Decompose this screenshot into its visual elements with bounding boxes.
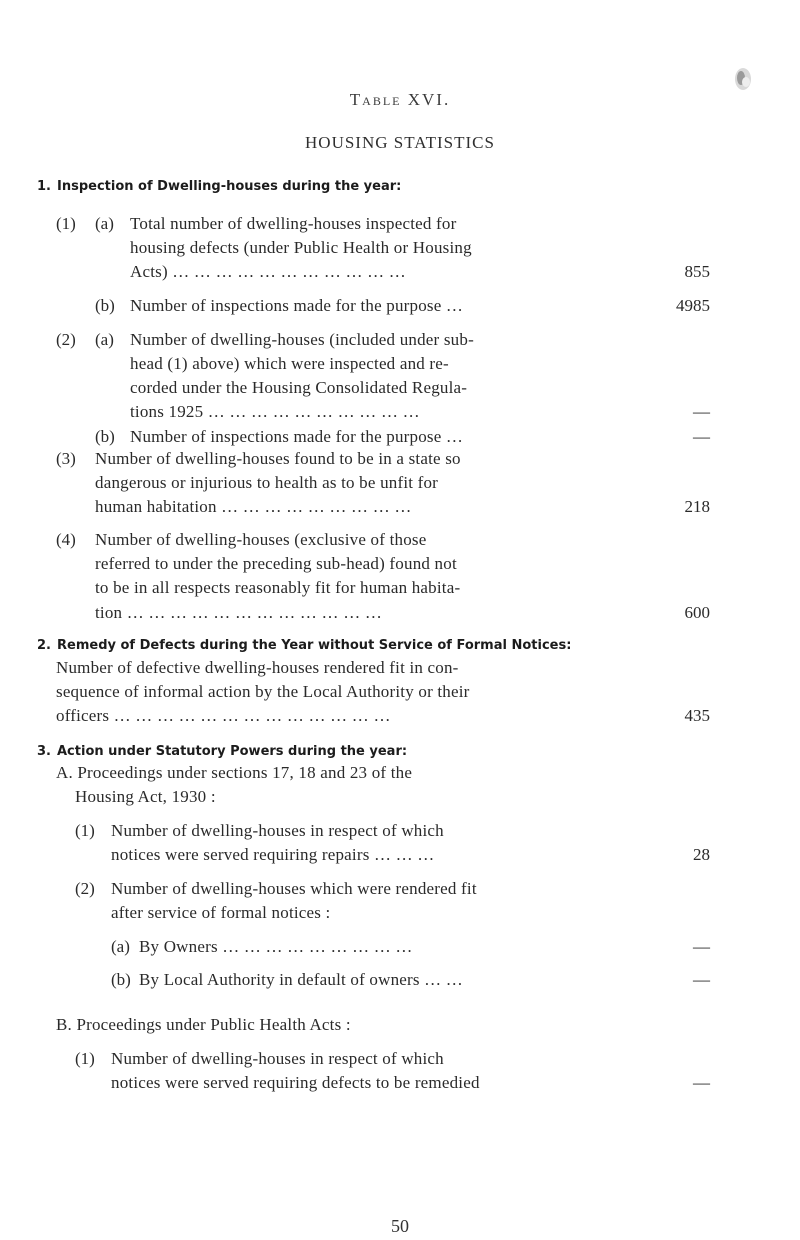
text-line: tions 1925 … … … … … … … … … … xyxy=(130,402,420,421)
item-label: (1) xyxy=(56,214,76,233)
text-line: Number of defective dwelling-houses rendered fit in con- xyxy=(56,658,459,677)
text-line: corded under the Housing Consolidated Regula- xyxy=(130,378,468,397)
item-label: (4) xyxy=(56,530,76,549)
text-line: A. Proceedings under sections 17, 18 and 23 of the xyxy=(56,763,413,782)
text-line: B. Proceedings under Public Health Acts : xyxy=(56,1015,351,1034)
subitem-label: (a) xyxy=(95,330,114,349)
stat-value: — xyxy=(693,970,710,989)
text-line: Number of dwelling-houses (exclusive of those xyxy=(95,530,427,549)
section-heading-text: Remedy of Defects during the Year without Service of Formal Notices: xyxy=(57,638,572,653)
stat-value: 28 xyxy=(693,845,710,864)
text-line: Acts) … … … … … … … … … … … xyxy=(130,262,406,281)
text-line: Number of dwelling-houses in respect of which xyxy=(111,821,444,840)
text-line: officers … … … … … … … … … … … … … xyxy=(56,706,391,725)
text-line: notices were served requiring defects to be remedied xyxy=(111,1073,480,1092)
text-line: Number of dwelling-houses in respect of which xyxy=(111,1049,444,1068)
text-line: notices were served requiring repairs … … … xyxy=(111,845,435,864)
section-1-heading xyxy=(37,179,401,194)
section-number: 1. xyxy=(37,179,51,194)
stat-value: 4985 xyxy=(676,296,710,315)
text-line: human habitation … … … … … … … … … xyxy=(95,497,412,516)
item-label: (3) xyxy=(56,449,76,468)
text-line: Number of dwelling-houses which were rendered fit xyxy=(111,879,477,898)
text-line: Total number of dwelling-houses inspected for xyxy=(130,214,457,233)
stat-value: 435 xyxy=(684,706,710,725)
text-line: dangerous or injurious to health as to be unfit for xyxy=(95,473,439,492)
text-line: Number of dwelling-houses found to be in a state so xyxy=(95,449,461,468)
text-line: sequence of informal action by the Local Authority or their xyxy=(56,682,470,701)
item-label: (2) xyxy=(56,330,76,349)
stat-value: — xyxy=(693,1073,710,1092)
text-line: Number of inspections made for the purpose … xyxy=(130,427,464,446)
item-label: (1) xyxy=(75,821,95,840)
text-line: head (1) above) which were inspected and re- xyxy=(130,354,449,373)
text-line: By Local Authority in default of owners … … xyxy=(139,970,463,989)
subitem-label: (b) xyxy=(95,427,115,446)
text-line: referred to under the preceding sub-head) found not xyxy=(95,554,457,573)
section-number: 2. xyxy=(37,638,51,653)
stat-value: 600 xyxy=(684,603,710,622)
text-line: Housing Act, 1930 : xyxy=(75,787,216,806)
section-number: 3. xyxy=(37,744,51,759)
stat-value: — xyxy=(693,937,710,956)
stat-value: — xyxy=(693,402,710,421)
section-heading-text: Inspection of Dwelling-houses during the year: xyxy=(57,179,402,194)
section-heading-text: Action under Statutory Powers during the year: xyxy=(57,744,408,759)
page-corner-mark xyxy=(733,66,753,92)
text-line: housing defects (under Public Health or Housing xyxy=(130,238,472,257)
section-2-heading xyxy=(37,638,571,653)
page-title: HOUSING STATISTICS xyxy=(305,133,495,152)
text-line: Number of dwelling-houses (included under sub- xyxy=(130,330,474,349)
page-number: 50 xyxy=(391,1216,409,1236)
table-label: Table XVI. xyxy=(349,90,451,109)
subitem-label: (a) xyxy=(111,937,130,956)
section-3-heading xyxy=(37,744,407,759)
text-line: Number of inspections made for the purpose … xyxy=(130,296,464,315)
stat-value: 218 xyxy=(684,497,710,516)
text-line: to be in all respects reasonably fit for human habita- xyxy=(95,578,461,597)
subitem-label: (b) xyxy=(95,296,115,315)
item-label: (2) xyxy=(75,879,95,898)
text-line: By Owners … … … … … … … … … xyxy=(139,937,413,956)
subitem-label: (b) xyxy=(111,970,131,989)
text-line: after service of formal notices : xyxy=(111,903,331,922)
stat-value: 855 xyxy=(684,262,710,281)
stat-value: — xyxy=(693,427,710,446)
text-line: tion … … … … … … … … … … … … xyxy=(95,603,383,622)
subitem-label: (a) xyxy=(95,214,114,233)
item-label: (1) xyxy=(75,1049,95,1068)
